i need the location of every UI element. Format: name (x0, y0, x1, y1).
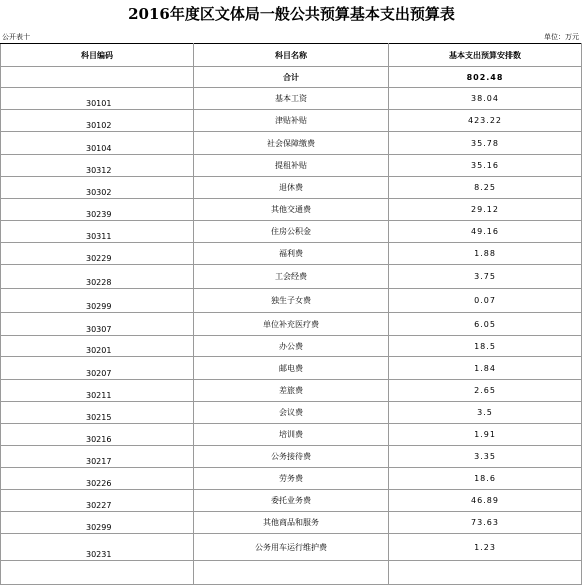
cell-name: 退休费 (194, 177, 389, 199)
cell-name: 工会经费 (194, 265, 389, 289)
table-row (1, 88, 582, 110)
header-row (1, 44, 582, 67)
cell-amount: 73.63 (389, 512, 582, 534)
cell-amount: 1.91 (389, 424, 582, 446)
cell-code: 30227 (1, 490, 194, 512)
cell-name: 差旅费 (194, 380, 389, 402)
cell-amount: 3.5 (389, 402, 582, 424)
cell-name: 会议费 (194, 402, 389, 424)
cell-code: 30215 (1, 402, 194, 424)
cell-amount: 6.05 (389, 313, 582, 336)
cell-code: 30226 (1, 468, 194, 490)
header-code: 科目编码 (1, 44, 194, 67)
cell-amount: 29.12 (389, 199, 582, 221)
cell-name: 福利费 (194, 243, 389, 265)
cell-code: 30229 (1, 243, 194, 265)
cell-code: 30201 (1, 336, 194, 357)
unit-label: 单位：万元 (544, 33, 579, 41)
empty-cell (1, 561, 194, 585)
cell-code: 30307 (1, 313, 194, 336)
cell-code: 30312 (1, 155, 194, 177)
cell-code: 30211 (1, 380, 194, 402)
table-row (1, 313, 582, 336)
cell-amount: 38.04 (389, 88, 582, 110)
total-row (1, 67, 582, 88)
cell-name: 津贴补贴 (194, 110, 389, 132)
table-row (1, 490, 582, 512)
cell-amount: 1.23 (389, 534, 582, 561)
cell-amount: 18.5 (389, 336, 582, 357)
cell-code: 30216 (1, 424, 194, 446)
cell-amount: 1.88 (389, 243, 582, 265)
cell-name: 其他交通费 (194, 199, 389, 221)
cell-name: 独生子女费 (194, 289, 389, 313)
cell-code: 30239 (1, 199, 194, 221)
cell-amount: 3.75 (389, 265, 582, 289)
table-row (1, 336, 582, 357)
budget-table (0, 43, 582, 585)
cell-name: 邮电费 (194, 357, 389, 380)
cell-amount: 49.16 (389, 221, 582, 243)
table-row (1, 402, 582, 424)
cell-name: 提租补贴 (194, 155, 389, 177)
table-row (1, 534, 582, 561)
cell-amount: 46.89 (389, 490, 582, 512)
form-number: 公开表十 (2, 33, 30, 41)
table-row (1, 265, 582, 289)
total-code (1, 67, 194, 88)
cell-name: 公务用车运行维护费 (194, 534, 389, 561)
table-row (1, 243, 582, 265)
header-amount: 基本支出预算安排数 (389, 44, 582, 67)
cell-name: 单位补充医疗费 (194, 313, 389, 336)
cell-amount: 423.22 (389, 110, 582, 132)
table-row (1, 110, 582, 132)
cell-code: 30299 (1, 512, 194, 534)
cell-code: 30311 (1, 221, 194, 243)
table-row (1, 446, 582, 468)
cell-amount: 8.25 (389, 177, 582, 199)
cell-name: 委托业务费 (194, 490, 389, 512)
cell-code: 30299 (1, 289, 194, 313)
total-amount: 802.48 (389, 67, 582, 88)
cell-code: 30102 (1, 110, 194, 132)
table-row (1, 289, 582, 313)
cell-code: 30217 (1, 446, 194, 468)
table-row (1, 132, 582, 155)
cell-name: 劳务费 (194, 468, 389, 490)
cell-name: 其他商品和服务 (194, 512, 389, 534)
cell-name: 基本工资 (194, 88, 389, 110)
cell-name: 公务接待费 (194, 446, 389, 468)
cell-name: 社会保障缴费 (194, 132, 389, 155)
cell-amount: 0.07 (389, 289, 582, 313)
table-row (1, 199, 582, 221)
table-row (1, 155, 582, 177)
cell-amount: 2.65 (389, 380, 582, 402)
table-row (1, 424, 582, 446)
table-row (1, 177, 582, 199)
total-name: 合计 (194, 67, 389, 88)
cell-name: 住房公积金 (194, 221, 389, 243)
header-name: 科目名称 (194, 44, 389, 67)
cell-code: 30207 (1, 357, 194, 380)
cell-amount: 3.35 (389, 446, 582, 468)
cell-code: 30231 (1, 534, 194, 561)
table-row (1, 512, 582, 534)
empty-cell (194, 561, 389, 585)
table-row (1, 380, 582, 402)
table-row (1, 468, 582, 490)
cell-code: 30302 (1, 177, 194, 199)
empty-cell (389, 561, 582, 585)
cell-amount: 35.16 (389, 155, 582, 177)
cell-amount: 18.6 (389, 468, 582, 490)
cell-code: 30104 (1, 132, 194, 155)
cell-code: 30101 (1, 88, 194, 110)
page-title: 2016年度区文体局一般公共预算基本支出预算表 (128, 5, 455, 23)
table-row (1, 221, 582, 243)
cell-amount: 1.84 (389, 357, 582, 380)
cell-amount: 35.78 (389, 132, 582, 155)
cell-name: 培训费 (194, 424, 389, 446)
table-row (1, 357, 582, 380)
empty-row (1, 561, 582, 585)
cell-code: 30228 (1, 265, 194, 289)
cell-name: 办公费 (194, 336, 389, 357)
